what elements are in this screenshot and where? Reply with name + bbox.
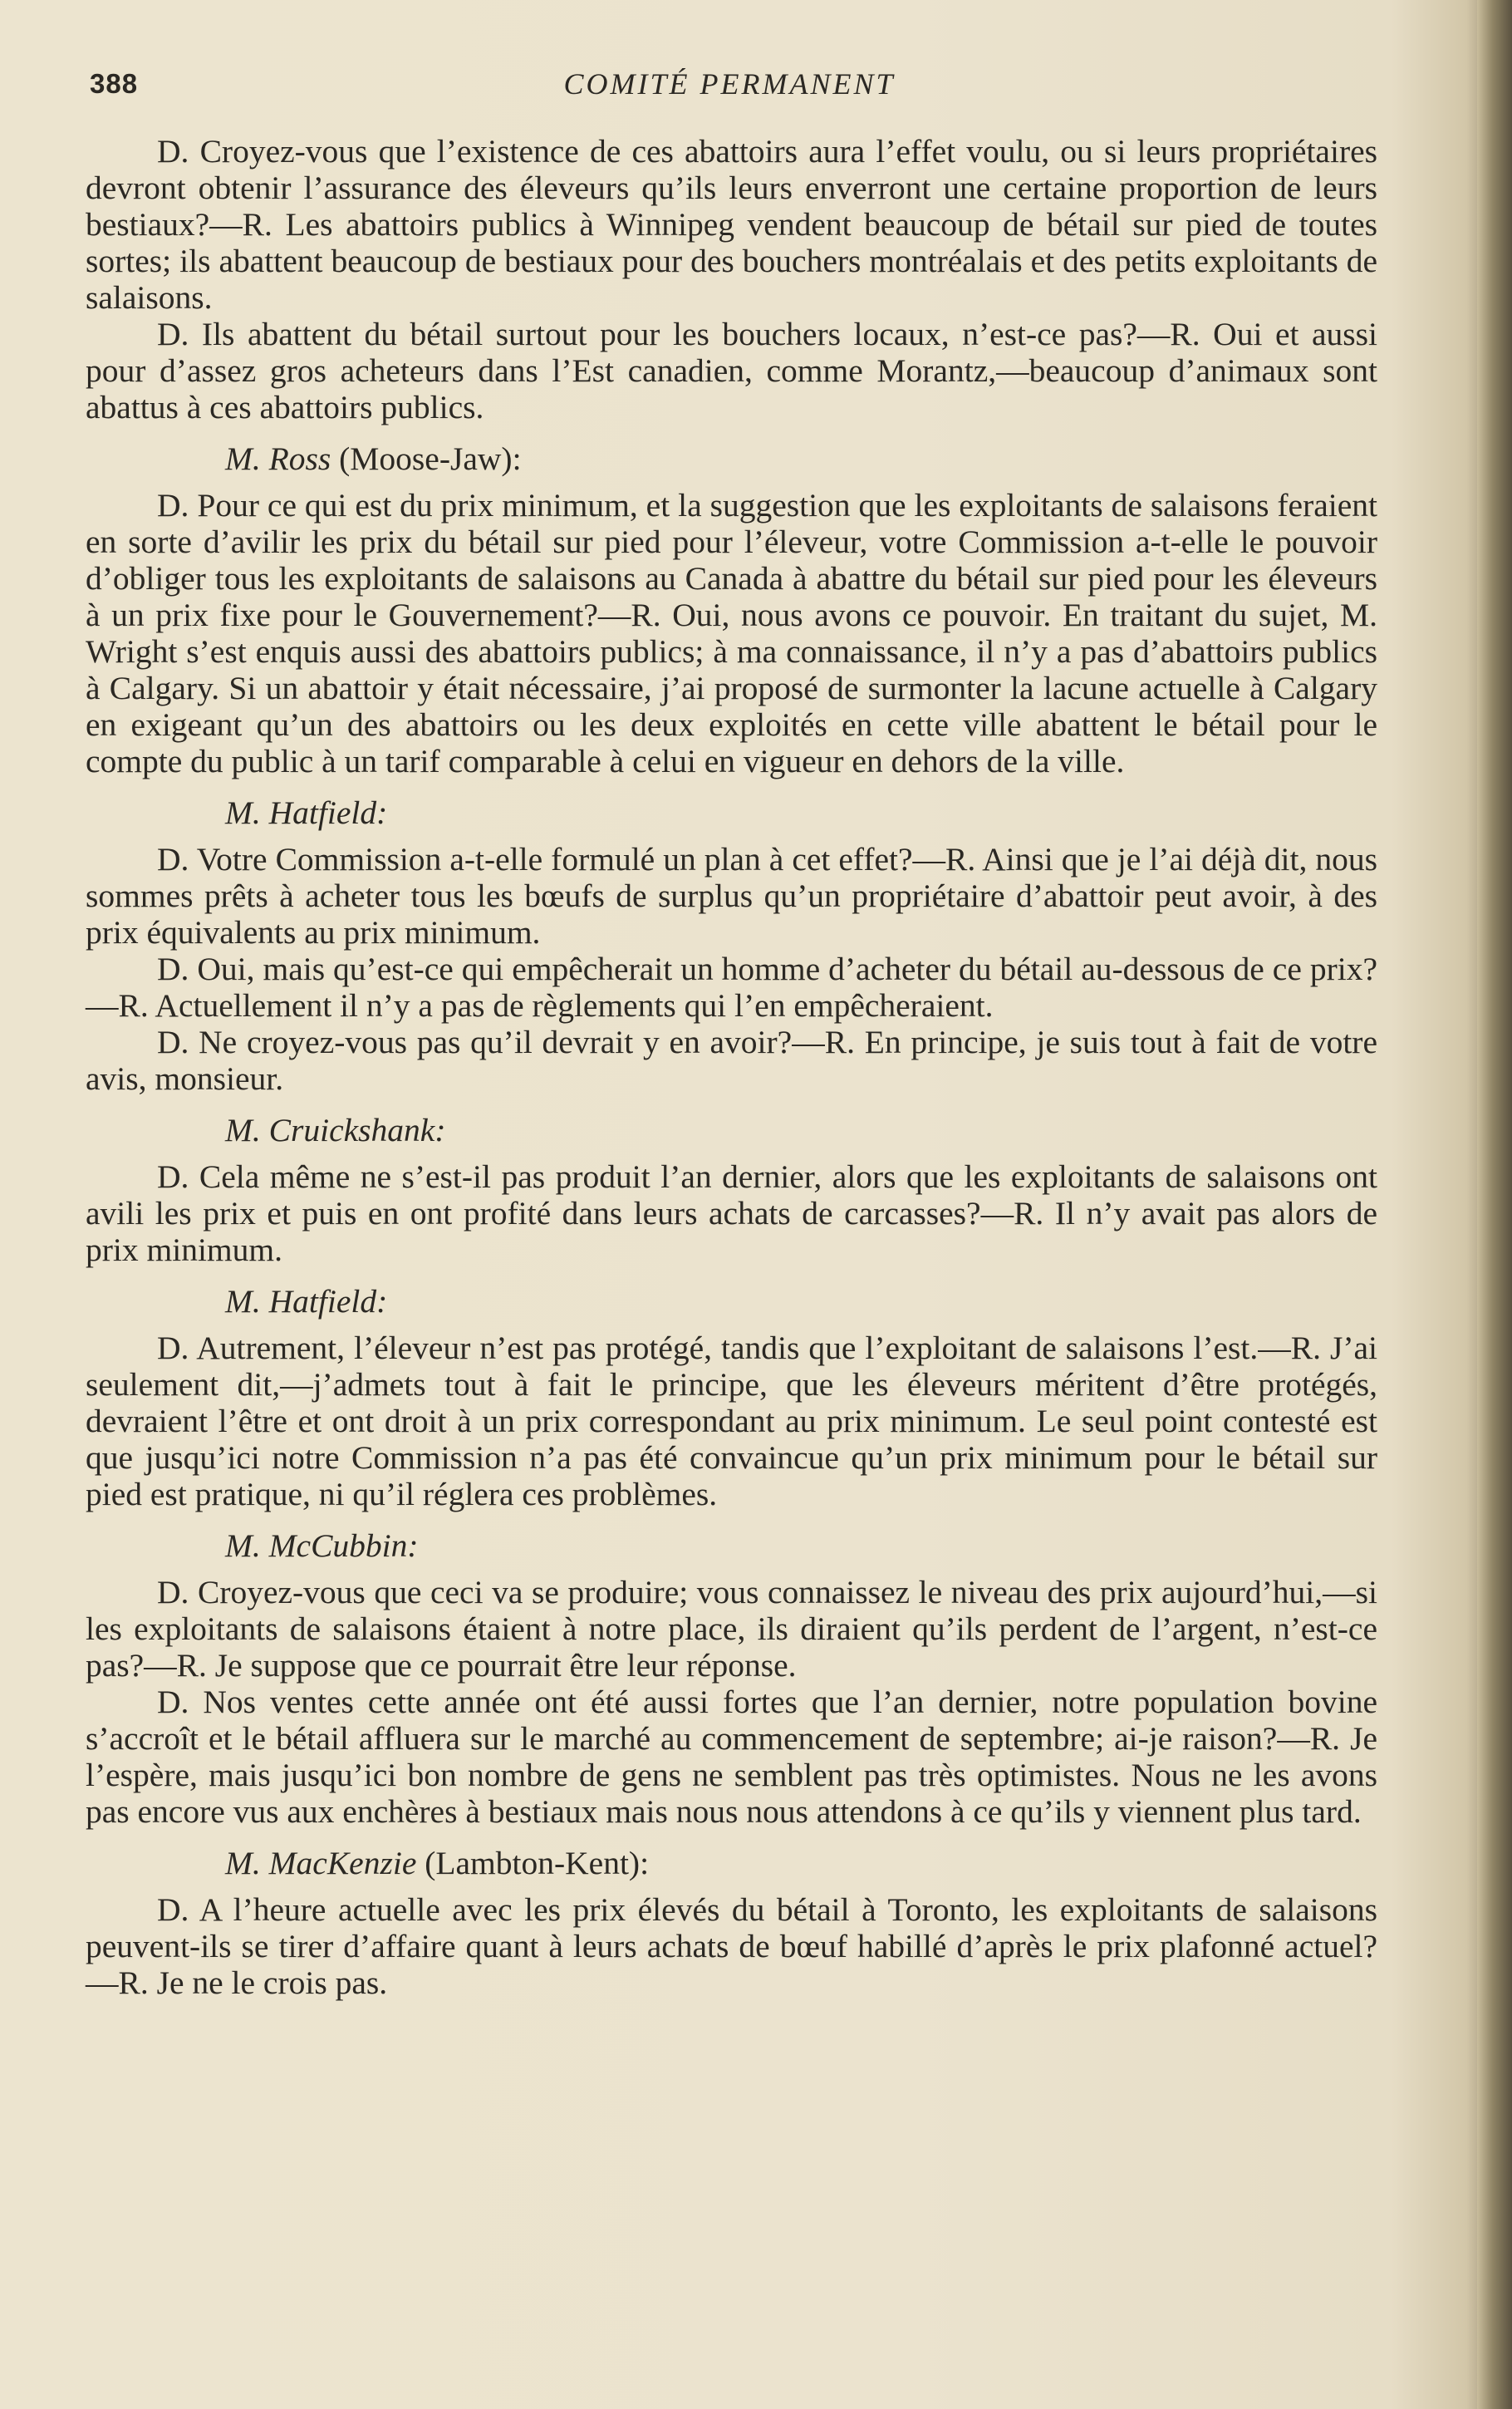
speaker-name: M. Hatfield: (225, 1283, 388, 1320)
speaker-heading (86, 1283, 1377, 1320)
paragraph: D. Nos ventes cette année ont été aussi fortes que l’an dernier, notre population bovine s’accroît et le bétail affluera sur le marché au commencement de septembre; ai-je raison?—R. Je l’espère, mais jusqu’ici bon nombre de gens ne semblent pas très optimistes. Nous ne les avons pas encore vus aux enchères à bestiaux mais nous nous attendons à ce qu’ils y viennent plus tard. (86, 1684, 1377, 1830)
speaker-heading (86, 440, 1377, 477)
page-edge-shadow (1477, 0, 1512, 2409)
paragraph: D. Ne croyez-vous pas qu’il devrait y en avoir?—R. En principe, je suis tout à fait de votre avis, monsieur. (86, 1024, 1377, 1097)
paragraph: D. Cela même ne s’est-il pas produit l’an dernier, alors que les exploitants de salaisons ont avili les prix et puis en ont profité dans leurs achats de carcasses?—R. Il n’y avait pas alors de prix minimum. (86, 1158, 1377, 1268)
document-body (86, 133, 1377, 2001)
speaker-name: M. McCubbin: (225, 1527, 419, 1564)
paragraph: D. Oui, mais qu’est-ce qui empêcherait un homme d’acheter du bétail au-dessous de ce prix?—R. Actuellement il n’y a pas de règlements qui l’en empêcheraient. (86, 951, 1377, 1024)
paragraph: D. Croyez-vous que l’existence de ces abattoirs aura l’effet voulu, ou si leurs propriétaires devront obtenir l’assurance des éleveurs qu’ils leurs enverront une certaine proportion de leurs bestiaux?—R. Les abattoirs publics à Winnipeg vendent beaucoup de bétail sur pied de toutes sortes; ils abattent beaucoup de bestiaux pour des bouchers montréalais et des petits exploitants de salaisons. (86, 133, 1377, 316)
speaker-heading (86, 1527, 1377, 1564)
paragraph: D. Votre Commission a-t-elle formulé un plan à cet effet?—R. Ainsi que je l’ai déjà dit, nous sommes prêts à acheter tous les bœufs de surplus qu’un propriétaire d’abattoir peut avoir, à des prix équivalents au prix minimum. (86, 841, 1377, 951)
speaker-riding: (Lambton-Kent): (416, 1845, 650, 1881)
speaker-name: M. Cruickshank: (225, 1112, 446, 1148)
speaker-heading (86, 794, 1377, 831)
page-number: 388 (90, 68, 139, 99)
paragraph: D. Croyez-vous que ceci va se produire; vous connaissez le niveau des prix aujourd’hui,—si les exploitants de salaisons étaient à notre place, ils diraient qu’ils perdent de l’argent, n’est-ce pas?—R. Je suppose que ce pourrait être leur réponse. (86, 1574, 1377, 1684)
paragraph: D. A l’heure actuelle avec les prix élevés du bétail à Toronto, les exploitants de salaisons peuvent-ils se tirer d’affaire quant à leurs achats de bœuf habillé d’après le prix plafonné actuel?—R. Je ne le crois pas. (86, 1891, 1377, 2001)
speaker-riding: (Moose-Jaw): (331, 440, 522, 477)
page-header (90, 68, 1369, 110)
paragraph: D. Autrement, l’éleveur n’est pas protégé, tandis que l’exploitant de salaisons l’est.—R. J’ai seulement dit,—j’admets tout à fait le principe, que les éleveurs méritent d’être protégés, devraient l’être et ont droit à un prix correspondant au prix minimum. Le seul point contesté est que jusqu’ici notre Commission n’a pas été convaincue qu’un prix minimum pour le bétail sur pied est pratique, ni qu’il réglera ces problèmes. (86, 1330, 1377, 1512)
speaker-heading (86, 1845, 1377, 1881)
speaker-name: M. MacKenzie (225, 1845, 417, 1881)
speaker-heading (86, 1112, 1377, 1148)
paragraph: D. Pour ce qui est du prix minimum, et la suggestion que les exploitants de salaisons feraient en sorte d’avilir les prix du bétail sur pied pour l’éleveur, votre Commission a-t-elle le pouvoir d’obliger tous les exploitants de salaisons au Canada à abattre du bétail sur pied pour les éleveurs à un prix fixe pour le Gouvernement?—R. Oui, nous avons ce pouvoir. En traitant du sujet, M. Wright s’est enquis aussi des abattoirs publics; à ma connaissance, il n’y a pas d’abattoirs publics à Calgary. Si un abattoir y était nécessaire, j’ai proposé de surmonter la lacune actuelle à Calgary en exigeant qu’un des abattoirs ou les deux exploités en cette ville abattent le bétail pour le compte du public à un tarif comparable à celui en vigueur en dehors de la ville. (86, 487, 1377, 779)
speaker-name: M. Ross (225, 440, 331, 477)
speaker-name: M. Hatfield: (225, 794, 388, 831)
running-head: COMITÉ PERMANENT (563, 67, 896, 101)
paragraph: D. Ils abattent du bétail surtout pour les bouchers locaux, n’est-ce pas?—R. Oui et aussi pour d’assez gros acheteurs dans l’Est canadien, comme Morantz,—beaucoup d’animaux sont abattus à ces abattoirs publics. (86, 316, 1377, 425)
